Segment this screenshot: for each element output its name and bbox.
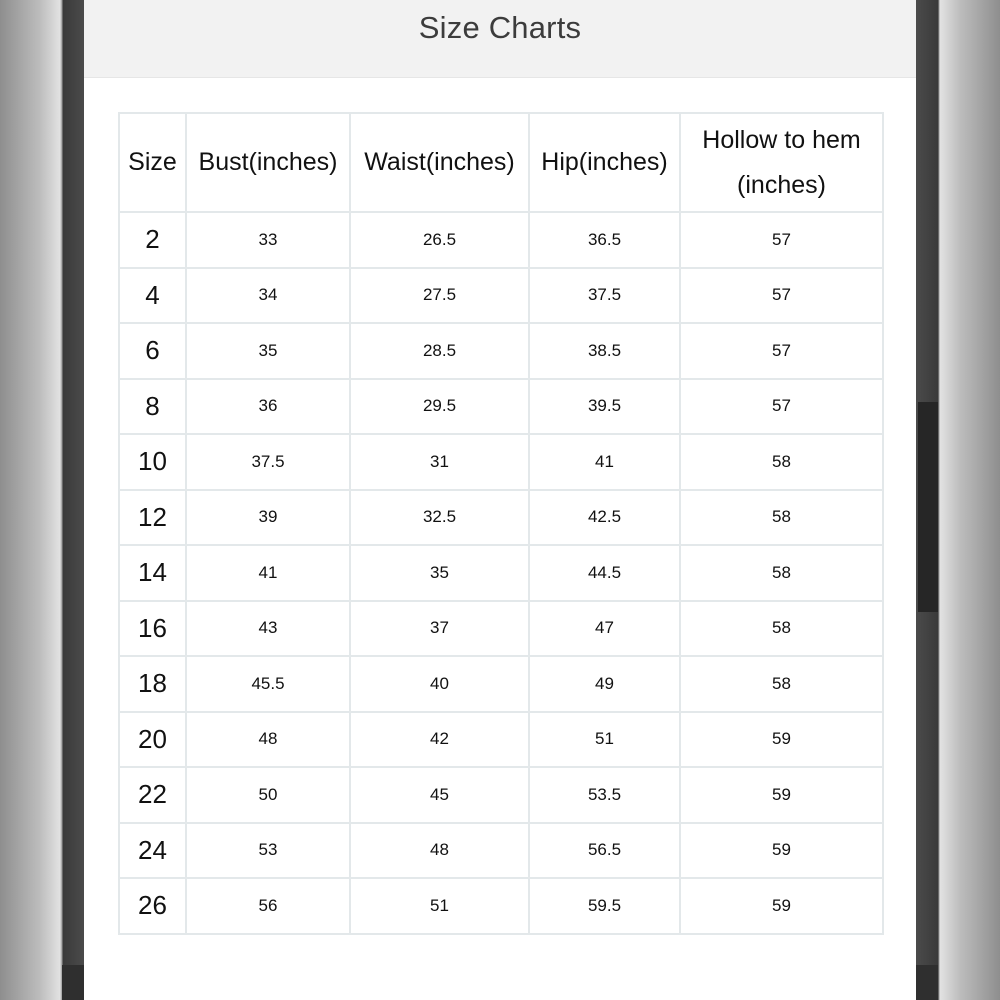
header-waist: Waist(inches) bbox=[350, 113, 529, 212]
table-row bbox=[119, 878, 883, 934]
cell-hip: 37.5 bbox=[529, 268, 680, 324]
cell-waist: 45 bbox=[350, 767, 529, 823]
cell-bust: 50 bbox=[186, 767, 350, 823]
cell-hollow-to-hem: 58 bbox=[680, 601, 883, 657]
cell-hip: 53.5 bbox=[529, 767, 680, 823]
modal-header bbox=[84, 0, 916, 78]
table-header-row bbox=[119, 113, 883, 212]
cell-size: 24 bbox=[119, 823, 186, 879]
table-row bbox=[119, 823, 883, 879]
table-row bbox=[119, 656, 883, 712]
cell-size: 12 bbox=[119, 490, 186, 546]
cell-bust: 41 bbox=[186, 545, 350, 601]
cell-waist: 31 bbox=[350, 434, 529, 490]
cell-size: 6 bbox=[119, 323, 186, 379]
cell-hip: 51 bbox=[529, 712, 680, 768]
cell-size: 14 bbox=[119, 545, 186, 601]
cell-size: 20 bbox=[119, 712, 186, 768]
cell-waist: 29.5 bbox=[350, 379, 529, 435]
cell-hollow-to-hem: 57 bbox=[680, 212, 883, 268]
cell-hollow-to-hem: 57 bbox=[680, 268, 883, 324]
table-row bbox=[119, 601, 883, 657]
cell-size: 10 bbox=[119, 434, 186, 490]
cell-hollow-to-hem: 59 bbox=[680, 878, 883, 934]
cell-size: 22 bbox=[119, 767, 186, 823]
table-row bbox=[119, 712, 883, 768]
cell-waist: 35 bbox=[350, 545, 529, 601]
cell-waist: 32.5 bbox=[350, 490, 529, 546]
cell-bust: 37.5 bbox=[186, 434, 350, 490]
cell-hip: 56.5 bbox=[529, 823, 680, 879]
cell-hollow-to-hem: 58 bbox=[680, 434, 883, 490]
header-size: Size bbox=[119, 113, 186, 212]
table-row bbox=[119, 268, 883, 324]
scrollbar-thumb[interactable] bbox=[918, 402, 938, 612]
cell-bust: 56 bbox=[186, 878, 350, 934]
cell-size: 2 bbox=[119, 212, 186, 268]
cell-waist: 28.5 bbox=[350, 323, 529, 379]
backdrop-edge-right bbox=[916, 965, 938, 1000]
cell-size: 18 bbox=[119, 656, 186, 712]
cell-waist: 42 bbox=[350, 712, 529, 768]
cell-hollow-to-hem: 59 bbox=[680, 712, 883, 768]
cell-bust: 39 bbox=[186, 490, 350, 546]
cell-waist: 37 bbox=[350, 601, 529, 657]
cell-hip: 59.5 bbox=[529, 878, 680, 934]
cell-bust: 53 bbox=[186, 823, 350, 879]
cell-waist: 51 bbox=[350, 878, 529, 934]
cell-hip: 42.5 bbox=[529, 490, 680, 546]
table-row bbox=[119, 212, 883, 268]
table-row bbox=[119, 490, 883, 546]
cell-bust: 45.5 bbox=[186, 656, 350, 712]
cell-hip: 38.5 bbox=[529, 323, 680, 379]
cell-waist: 26.5 bbox=[350, 212, 529, 268]
backdrop-edge-left bbox=[62, 965, 84, 1000]
cell-bust: 35 bbox=[186, 323, 350, 379]
header-hollow-to-hem: Hollow to hem (inches) bbox=[680, 113, 883, 212]
cell-bust: 48 bbox=[186, 712, 350, 768]
table-row bbox=[119, 767, 883, 823]
cell-hollow-to-hem: 57 bbox=[680, 379, 883, 435]
modal-title: Size Charts bbox=[418, 10, 582, 45]
cell-bust: 36 bbox=[186, 379, 350, 435]
cell-hollow-to-hem: 59 bbox=[680, 823, 883, 879]
cell-hip: 41 bbox=[529, 434, 680, 490]
cell-hip: 39.5 bbox=[529, 379, 680, 435]
cell-size: 26 bbox=[119, 878, 186, 934]
table-row bbox=[119, 545, 883, 601]
table-row bbox=[119, 323, 883, 379]
cell-hip: 44.5 bbox=[529, 545, 680, 601]
table-row bbox=[119, 379, 883, 435]
cell-hollow-to-hem: 58 bbox=[680, 490, 883, 546]
header-bust: Bust(inches) bbox=[186, 113, 350, 212]
cell-hollow-to-hem: 58 bbox=[680, 656, 883, 712]
cell-waist: 40 bbox=[350, 656, 529, 712]
cell-hollow-to-hem: 59 bbox=[680, 767, 883, 823]
cell-hip: 47 bbox=[529, 601, 680, 657]
cell-waist: 27.5 bbox=[350, 268, 529, 324]
cell-hip: 49 bbox=[529, 656, 680, 712]
cell-size: 4 bbox=[119, 268, 186, 324]
size-chart-modal bbox=[84, 0, 916, 1000]
header-hip: Hip(inches) bbox=[529, 113, 680, 212]
cell-size: 8 bbox=[119, 379, 186, 435]
cell-bust: 33 bbox=[186, 212, 350, 268]
cell-bust: 34 bbox=[186, 268, 350, 324]
size-chart-table bbox=[118, 112, 884, 935]
table-body bbox=[119, 212, 883, 934]
cell-size: 16 bbox=[119, 601, 186, 657]
cell-hollow-to-hem: 57 bbox=[680, 323, 883, 379]
cell-hip: 36.5 bbox=[529, 212, 680, 268]
cell-waist: 48 bbox=[350, 823, 529, 879]
cell-hollow-to-hem: 58 bbox=[680, 545, 883, 601]
cell-bust: 43 bbox=[186, 601, 350, 657]
table-row bbox=[119, 434, 883, 490]
